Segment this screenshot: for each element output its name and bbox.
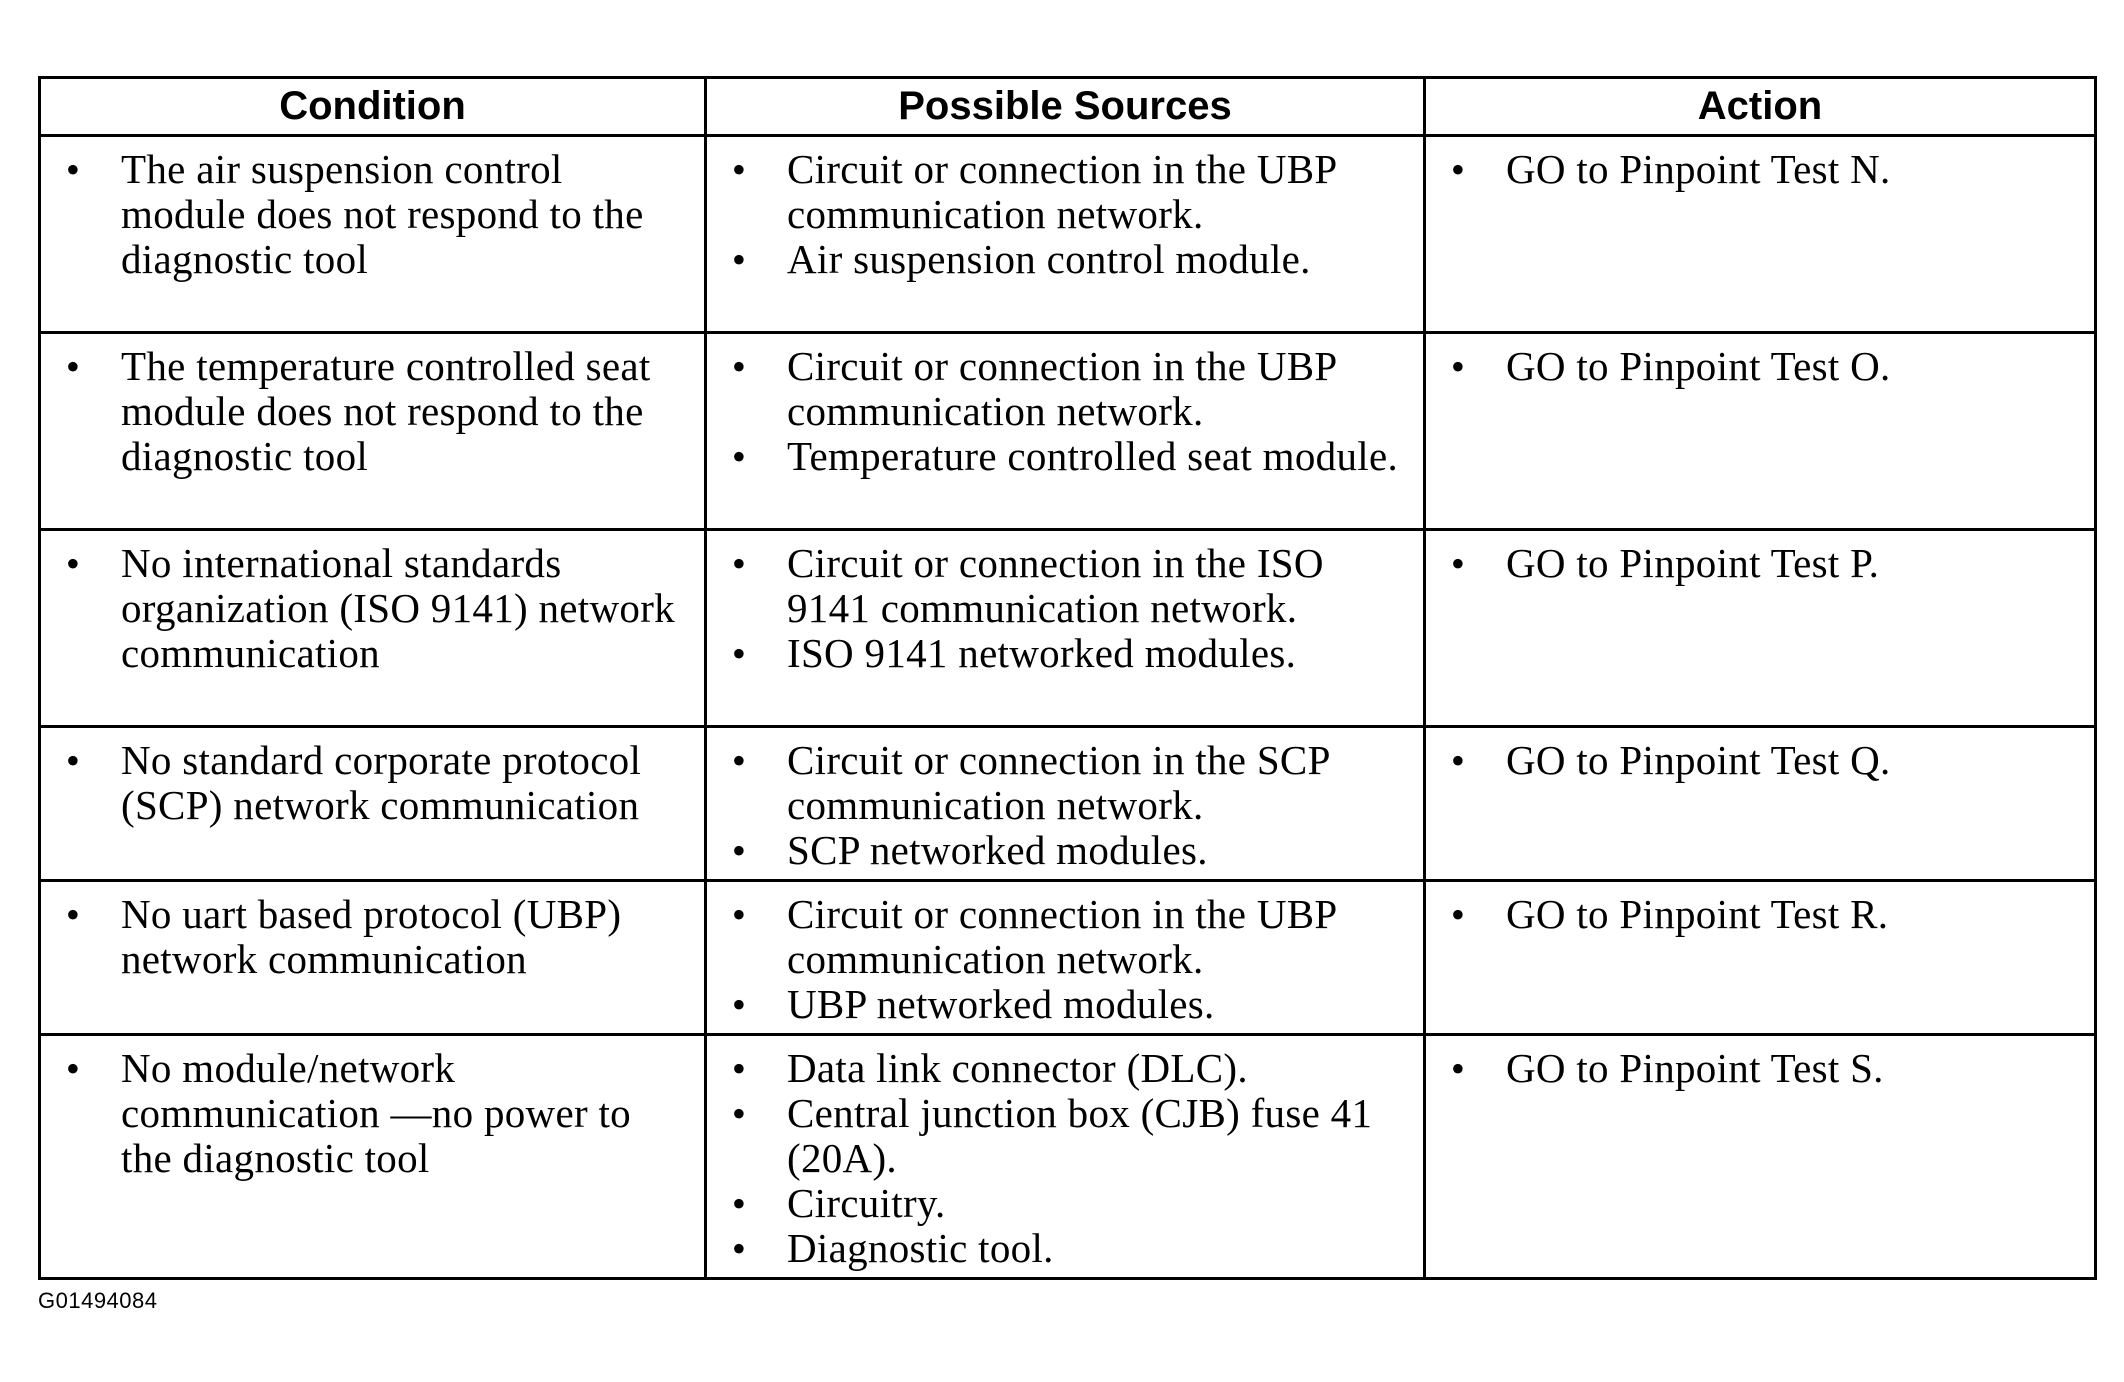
action-cell <box>1425 530 2096 727</box>
list-item <box>707 147 1403 237</box>
bullet-icon: • <box>731 1091 747 1136</box>
list-item <box>707 344 1403 434</box>
list-item <box>707 1046 1403 1091</box>
bullet-icon: • <box>731 982 747 1027</box>
bullet-icon: • <box>65 892 81 937</box>
list-item <box>1426 1046 2074 1091</box>
list-item-text: Circuit or connection in the UBP communication network. <box>787 146 1336 237</box>
sources-cell <box>706 333 1425 530</box>
list-item-text: GO to Pinpoint Test O. <box>1506 343 1891 389</box>
bullet-icon: • <box>65 738 81 783</box>
bullet-icon: • <box>65 147 81 192</box>
list-item <box>707 982 1403 1027</box>
bullet-icon: • <box>1450 147 1466 192</box>
list-item-text: Circuit or connection in the ISO 9141 communication network. <box>787 540 1324 631</box>
list-item <box>41 344 684 479</box>
bullet-icon: • <box>65 1046 81 1091</box>
bullet-icon: • <box>1450 738 1466 783</box>
list-item-text: Circuit or connection in the SCP communication network. <box>787 737 1330 828</box>
list-item <box>41 892 684 982</box>
sources-cell <box>706 1035 1425 1279</box>
list-item-text: Circuit or connection in the UBP communication network. <box>787 891 1336 982</box>
condition-cell <box>40 333 706 530</box>
header-action: Action <box>1425 78 2096 136</box>
action-cell <box>1425 881 2096 1035</box>
bullet-icon: • <box>731 631 747 676</box>
bullet-list <box>41 531 704 682</box>
list-item <box>707 892 1403 982</box>
bullet-icon: • <box>731 344 747 389</box>
bullet-list <box>1426 1036 2094 1097</box>
list-item-text: GO to Pinpoint Test R. <box>1506 891 1889 937</box>
list-item-text: Circuitry. <box>787 1180 946 1226</box>
bullet-icon: • <box>1450 541 1466 586</box>
list-item-text: GO to Pinpoint Test N. <box>1506 146 1891 192</box>
list-item <box>707 738 1403 828</box>
bullet-icon: • <box>731 892 747 937</box>
bullet-icon: • <box>731 828 747 873</box>
bullet-icon: • <box>1450 1046 1466 1091</box>
bullet-icon: • <box>65 344 81 389</box>
bullet-icon: • <box>1450 892 1466 937</box>
table-row <box>40 530 2096 727</box>
list-item-text: Central junction box (CJB) fuse 41 (20A). <box>787 1090 1373 1181</box>
bullet-list <box>707 882 1423 1033</box>
list-item-text: No module/network communication —no power to the diagnostic tool <box>121 1045 631 1181</box>
list-item <box>707 1226 1403 1271</box>
action-cell <box>1425 1035 2096 1279</box>
condition-cell <box>40 136 706 333</box>
sources-cell <box>706 727 1425 881</box>
list-item <box>707 434 1403 479</box>
bullet-list <box>707 334 1423 485</box>
bullet-icon: • <box>731 1226 747 1271</box>
table-body <box>40 136 2096 1279</box>
list-item-text: Circuit or connection in the UBP communication network. <box>787 343 1336 434</box>
action-cell <box>1425 727 2096 881</box>
bullet-icon: • <box>731 434 747 479</box>
list-item-text: No uart based protocol (UBP) network communication <box>121 891 622 982</box>
list-item <box>1426 147 2074 192</box>
list-item <box>707 237 1403 282</box>
bullet-list <box>707 531 1423 682</box>
header-condition: Condition <box>40 78 706 136</box>
list-item <box>707 1181 1403 1226</box>
list-item-text: Data link connector (DLC). <box>787 1045 1248 1091</box>
bullet-icon: • <box>731 738 747 783</box>
list-item <box>707 631 1403 676</box>
bullet-list <box>707 137 1423 288</box>
list-item-text: Air suspension control module. <box>787 236 1311 282</box>
condition-cell <box>40 530 706 727</box>
table-row <box>40 136 2096 333</box>
bullet-list <box>41 882 704 988</box>
bullet-icon: • <box>65 541 81 586</box>
table-row <box>40 333 2096 530</box>
bullet-list <box>41 1036 704 1187</box>
sources-cell <box>706 530 1425 727</box>
table-row <box>40 727 2096 881</box>
list-item-text: The temperature controlled seat module does not respond to the diagnostic tool <box>121 343 651 479</box>
bullet-icon: • <box>731 1046 747 1091</box>
list-item-text: ISO 9141 networked modules. <box>787 630 1297 676</box>
list-item-text: No standard corporate protocol (SCP) network communication <box>121 737 642 828</box>
list-item <box>41 541 684 676</box>
list-item-text: GO to Pinpoint Test Q. <box>1506 737 1891 783</box>
condition-cell <box>40 727 706 881</box>
bullet-list <box>41 334 704 485</box>
list-item-text: No international standards organization (ISO 9141) network communication <box>121 540 675 676</box>
list-item-text: Temperature controlled seat module. <box>787 433 1399 479</box>
bullet-list <box>1426 334 2094 395</box>
list-item-text: SCP networked modules. <box>787 827 1208 873</box>
list-item <box>1426 344 2074 389</box>
list-item <box>1426 738 2074 783</box>
sources-cell <box>706 136 1425 333</box>
figure-id: G01494084 <box>38 1288 158 1313</box>
action-cell <box>1425 333 2096 530</box>
list-item <box>41 738 684 828</box>
bullet-list <box>1426 882 2094 943</box>
diagnostic-table <box>38 76 2097 1280</box>
bullet-icon: • <box>731 147 747 192</box>
list-item <box>707 1091 1403 1181</box>
table-row <box>40 1035 2096 1279</box>
action-cell <box>1425 136 2096 333</box>
bullet-icon: • <box>731 1181 747 1226</box>
sources-cell <box>706 881 1425 1035</box>
list-item <box>707 828 1403 873</box>
bullet-list <box>1426 728 2094 789</box>
bullet-list <box>707 728 1423 879</box>
table-row <box>40 881 2096 1035</box>
condition-cell <box>40 1035 706 1279</box>
list-item-text: Diagnostic tool. <box>787 1225 1054 1271</box>
list-item-text: UBP networked modules. <box>787 981 1215 1027</box>
bullet-list <box>41 137 704 288</box>
list-item-text: GO to Pinpoint Test S. <box>1506 1045 1884 1091</box>
condition-cell <box>40 881 706 1035</box>
bullet-list <box>1426 137 2094 198</box>
list-item-text: The air suspension control module does not respond to the diagnostic tool <box>121 146 644 282</box>
list-item <box>1426 541 2074 586</box>
list-item <box>41 1046 684 1181</box>
list-item <box>707 541 1403 631</box>
bullet-list <box>41 728 704 834</box>
header-possible-sources: Possible Sources <box>706 78 1425 136</box>
bullet-icon: • <box>731 237 747 282</box>
list-item <box>41 147 684 282</box>
header-row <box>40 78 2096 136</box>
bullet-list <box>707 1036 1423 1277</box>
list-item <box>1426 892 2074 937</box>
list-item-text: GO to Pinpoint Test P. <box>1506 540 1880 586</box>
bullet-icon: • <box>731 541 747 586</box>
bullet-list <box>1426 531 2094 592</box>
bullet-icon: • <box>1450 344 1466 389</box>
